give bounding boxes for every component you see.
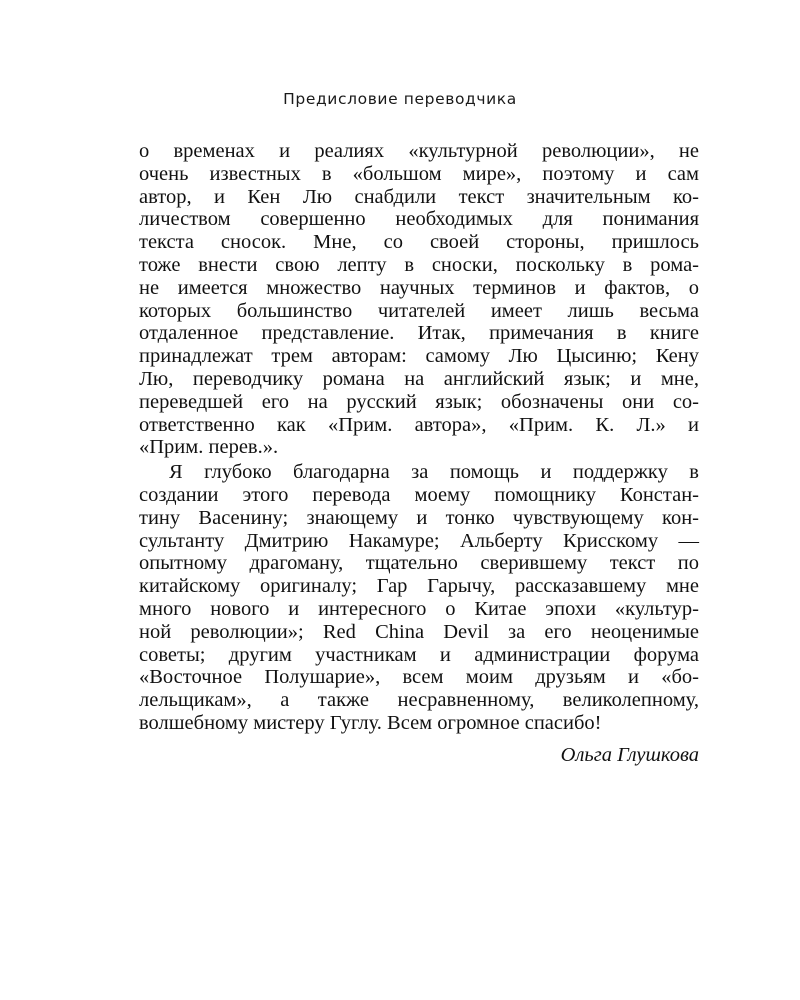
text-line: которых большинство читателей имеет лишь весьма <box>139 299 699 322</box>
text-line: автор, и Кен Лю снабдили текст значительным ко- <box>139 185 699 208</box>
text-line: Лю, переводчику романа на английский язык; и мне, <box>139 367 699 390</box>
text-line: ной революции»; Red China Devil за его неоценимые <box>139 620 699 643</box>
text-line: личеством совершенно необходимых для понимания <box>139 208 699 231</box>
text-line: опытному драгоману, тщательно сверившему текст по <box>139 552 699 575</box>
text-line: отдаленное представление. Итак, примечания в книге <box>139 322 699 345</box>
text-line: «Прим. перев.». <box>139 436 279 459</box>
text-line: не имеется множество научных терминов и фактов, о <box>139 276 699 299</box>
text-line: «Восточное Полушарие», всем моим друзьям и «бо- <box>139 666 699 689</box>
text-line: много нового и интересного о Китае эпохи «культур- <box>139 597 699 620</box>
text-line: тоже внести свою лепту в сноски, поскольку в рома- <box>139 253 699 276</box>
text-line: сультанту Дмитрию Накамуре; Альберту Крисскому — <box>139 529 699 552</box>
text-line: лельщикам», а также несравненному, великолепному, <box>139 689 699 712</box>
paragraph-1 <box>139 140 699 459</box>
paragraph-2 <box>139 461 699 735</box>
text-line: о временах и реалиях «культурной революции», не <box>139 140 699 162</box>
text-line: создании этого перевода моему помощнику Констан- <box>139 483 699 506</box>
text-line: очень известных в «большом мире», поэтому и сам <box>139 162 699 185</box>
body-text <box>139 140 699 767</box>
text-line: Я глубоко благодарна за помощь и поддержку в <box>169 461 699 484</box>
text-line: тину Васенину; знающему и тонко чувствующему кон- <box>139 506 699 529</box>
translator-signature: Ольга Глушкова <box>560 743 699 766</box>
running-header: Предисловие переводчика <box>283 90 517 108</box>
text-line: переведшей его на русский язык; обозначены они со- <box>139 390 699 413</box>
text-line: текста сносок. Мне, со своей стороны, пришлось <box>139 231 699 254</box>
text-line: волшебному мистеру Гуглу. Всем огромное спасибо! <box>139 711 602 734</box>
text-line: китайскому оригиналу; Гар Гарычу, рассказавшему мне <box>139 575 699 598</box>
text-line: принадлежат трем авторам: самому Лю Цысиню; Кену <box>139 345 699 368</box>
text-line: ответственно как «Прим. автора», «Прим. К. Л.» и <box>139 413 699 436</box>
text-line: советы; другим участникам и администрации форума <box>139 643 699 666</box>
